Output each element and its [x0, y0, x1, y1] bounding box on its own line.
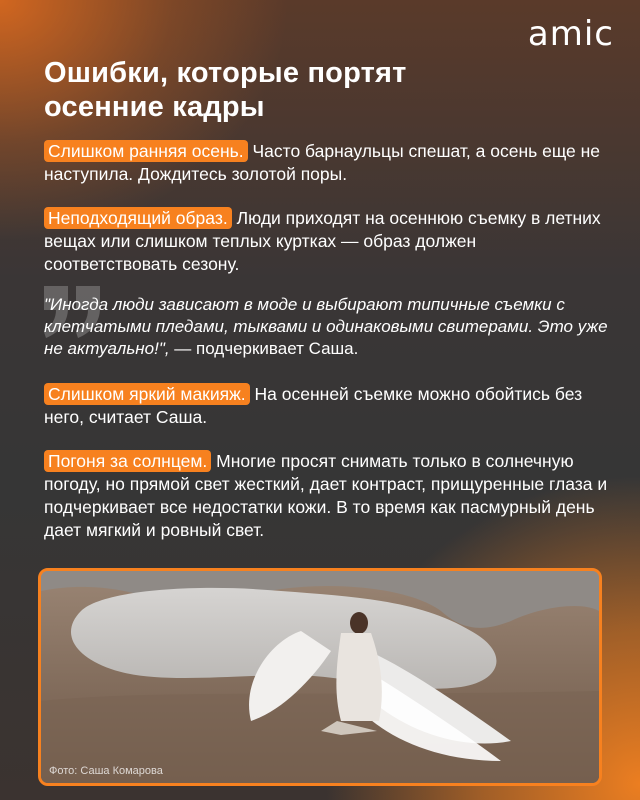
mistake-item-wrong-outfit: [44, 207, 614, 276]
mistake-text: Люди приходят на осеннюю съемку в летних вещах или слишком теплых куртках — образ должен соответствовать сезону.: [44, 208, 601, 274]
mistake-highlight: Погоня за солнцем.: [44, 450, 211, 472]
title-line-1: Ошибки, которые портят: [44, 57, 407, 89]
quote-attribution: — подчеркивает Саша.: [169, 339, 359, 358]
mistake-item-bright-makeup: [44, 383, 614, 429]
photo-scene: [41, 571, 599, 783]
quote-text: [44, 294, 619, 360]
amic-logo: amic: [527, 14, 614, 54]
mistake-text: Часто барнаульцы спешат, а осень еще не наступила. Дождитесь золотой поры.: [44, 141, 601, 184]
mistake-text: Многие просят снимать только в солнечную погоду, но прямой свет жесткий, дает контраст, прищуренные глаза и подчеркивает все недостатки кожи. В то время как пасмурный день дает мягкий и ровный свет.: [44, 451, 608, 540]
mistake-item-early-autumn: [44, 140, 614, 186]
mistake-highlight: Слишком яркий макияж.: [44, 383, 250, 405]
title-line-2: осенние кадры: [44, 91, 265, 123]
photo-credit: Фото: Саша Комарова: [49, 765, 163, 777]
mistake-highlight: Неподходящий образ.: [44, 207, 232, 229]
page-title: [44, 56, 514, 124]
mistake-highlight: Слишком ранняя осень.: [44, 140, 248, 162]
quote-italic: "Иногда люди зависают в моде и выбирают типичные съемки с клетчатыми пледами, тыквами и одинаковыми свитерами. Это уже не актуально!",: [44, 295, 608, 358]
article-photo: [38, 568, 602, 786]
mistake-text: На осенней съемке можно обойтись без него, считает Саша.: [44, 384, 583, 427]
mistake-item-chasing-sun: [44, 450, 614, 542]
